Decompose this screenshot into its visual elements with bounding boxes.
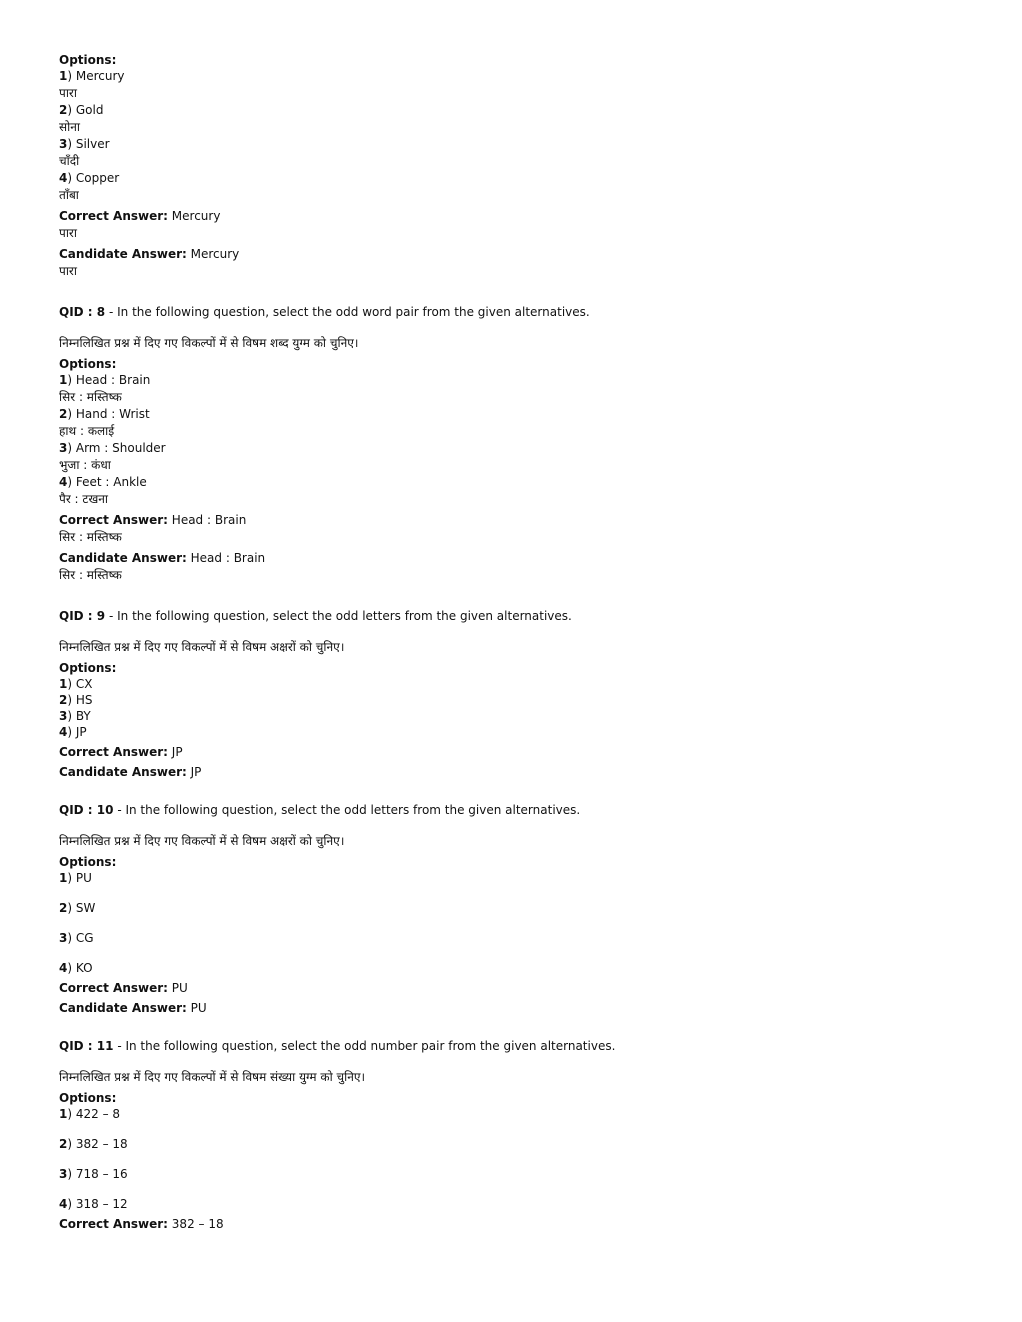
question-heading: QID : 9 - In the following question, select the odd letters from the given alternatives.	[59, 609, 572, 623]
option-1: 1) CX	[59, 677, 93, 691]
question-heading: QID : 10 - In the following question, select the odd letters from the given alternatives.	[59, 803, 581, 817]
option-2-hindi: हाथ : कलाई	[59, 424, 115, 438]
options-label: Options:	[59, 53, 117, 67]
question-block-7	[59, 52, 979, 280]
question-text-hindi: निम्नलिखित प्रश्न में दिए गए विकल्पों में से विषम शब्द युग्म को चुनिए।	[59, 336, 359, 350]
option-3-hindi: चाँदी	[59, 154, 80, 168]
option-3: 3) CG	[59, 931, 94, 945]
correct-answer: Correct Answer: Mercury	[59, 209, 221, 223]
question-paper	[59, 52, 979, 1232]
option-4: 4) Feet : Ankle	[59, 475, 147, 489]
option-1: 1) Head : Brain	[59, 373, 151, 387]
question-heading: QID : 11 - In the following question, select the odd number pair from the given alternatives.	[59, 1039, 616, 1053]
question-block-11	[59, 1038, 979, 1232]
option-2: 2) Hand : Wrist	[59, 407, 150, 421]
option-2: 2) 382 – 18	[59, 1137, 128, 1151]
option-4: 4) Copper	[59, 171, 120, 185]
question-block-8	[59, 304, 979, 584]
option-3-hindi: भुजा : कंधा	[59, 458, 111, 472]
option-4-hindi: ताँबा	[59, 188, 79, 202]
question-block-9	[59, 608, 979, 780]
option-1-hindi: पारा	[59, 86, 77, 100]
question-block-10	[59, 802, 979, 1016]
option-3: 3) 718 – 16	[59, 1167, 128, 1181]
option-1-hindi: सिर : मस्तिष्क	[59, 390, 122, 404]
candidate-answer: Candidate Answer: Head : Brain	[59, 551, 266, 565]
question-text-hindi: निम्नलिखित प्रश्न में दिए गए विकल्पों में से विषम अक्षरों को चुनिए।	[59, 640, 345, 654]
question-heading: QID : 8 - In the following question, select the odd word pair from the given alternatives.	[59, 305, 590, 319]
correct-answer: Correct Answer: PU	[59, 981, 188, 995]
option-4: 4) JP	[59, 725, 87, 739]
options-label: Options:	[59, 855, 117, 869]
options-label: Options:	[59, 661, 117, 675]
correct-answer: Correct Answer: Head : Brain	[59, 513, 247, 527]
option-1: 1) PU	[59, 871, 92, 885]
option-1: 1) Mercury	[59, 69, 125, 83]
option-4-hindi: पैर : टखना	[59, 492, 109, 506]
correct-answer: Correct Answer: JP	[59, 745, 183, 759]
candidate-answer-hindi: सिर : मस्तिष्क	[59, 568, 122, 582]
correct-answer-hindi: सिर : मस्तिष्क	[59, 530, 122, 544]
option-1: 1) 422 – 8	[59, 1107, 121, 1121]
option-3: 3) BY	[59, 709, 91, 723]
candidate-answer: Candidate Answer: PU	[59, 1001, 207, 1015]
question-text-hindi: निम्नलिखित प्रश्न में दिए गए विकल्पों में से विषम अक्षरों को चुनिए।	[59, 834, 345, 848]
option-2: 2) SW	[59, 901, 96, 915]
option-2-hindi: सोना	[59, 120, 80, 134]
option-2: 2) Gold	[59, 103, 104, 117]
correct-answer: Correct Answer: 382 – 18	[59, 1217, 224, 1231]
candidate-answer-hindi: पारा	[59, 264, 77, 278]
question-text-hindi: निम्नलिखित प्रश्न में दिए गए विकल्पों में से विषम संख्या युग्म को चुनिए।	[59, 1070, 366, 1084]
option-4: 4) 318 – 12	[59, 1197, 128, 1211]
correct-answer-hindi: पारा	[59, 226, 77, 240]
option-2: 2) HS	[59, 693, 93, 707]
options-label: Options:	[59, 1091, 117, 1105]
option-3: 3) Silver	[59, 137, 110, 151]
option-4: 4) KO	[59, 961, 93, 975]
options-label: Options:	[59, 357, 117, 371]
option-3: 3) Arm : Shoulder	[59, 441, 166, 455]
candidate-answer: Candidate Answer: Mercury	[59, 247, 240, 261]
candidate-answer: Candidate Answer: JP	[59, 765, 202, 779]
